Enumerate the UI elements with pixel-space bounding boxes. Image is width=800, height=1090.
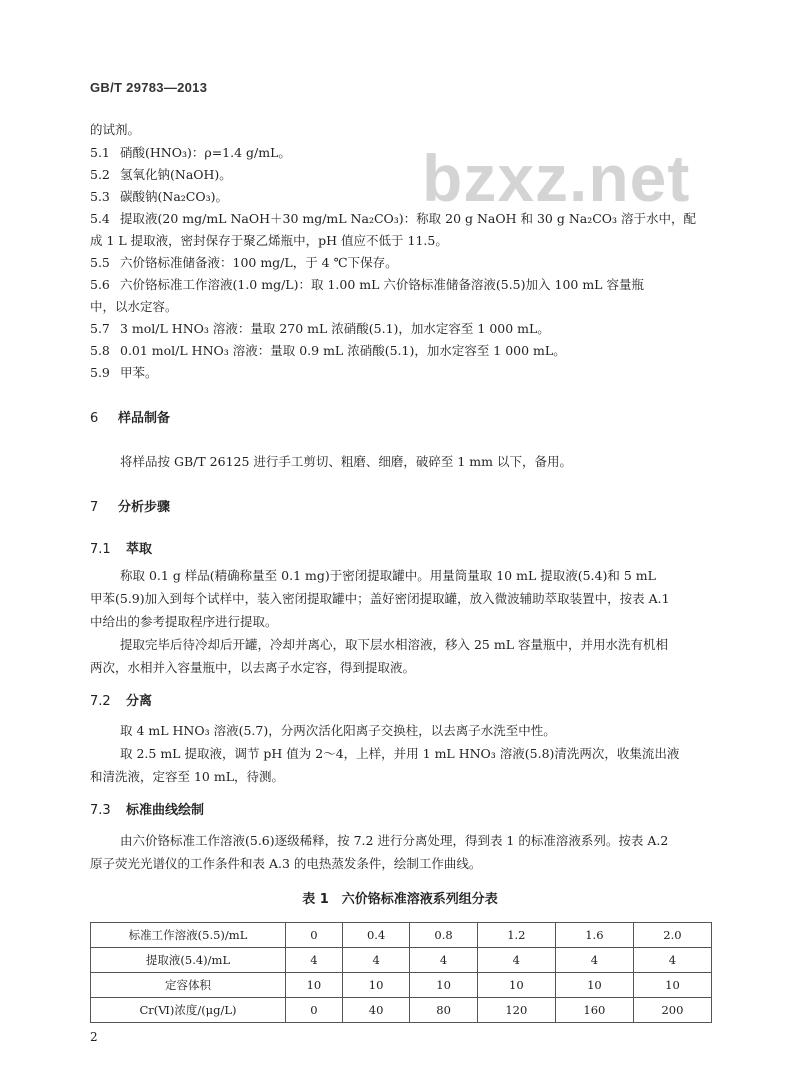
- reagent-item-5-2: [90, 165, 232, 183]
- item-text: 甲苯。: [120, 365, 158, 380]
- paragraph-continued: 中给出的参考提取程序进行提取。: [90, 614, 278, 629]
- table-cell: 4: [286, 948, 343, 973]
- table-cell: 0.8: [410, 923, 477, 948]
- row-label: 提取液(5.4)/mL: [91, 948, 286, 973]
- table-row: [91, 923, 712, 948]
- section-title: 样品制备: [118, 411, 171, 426]
- row-label: Cr(Ⅵ)浓度/(μg/L): [91, 998, 286, 1023]
- paragraph-continued: 和清洗液，定容至 10 mL，待测。: [90, 769, 285, 784]
- table-cell: 4: [410, 948, 477, 973]
- paragraph-continued: 原子荧光光谱仪的工作条件和表 A.3 的电热蒸发条件，绘制工作曲线。: [90, 856, 482, 871]
- table-cell: 40: [342, 998, 409, 1023]
- item-text: 六价铬标准工作溶液(1.0 mg/L)：取 1.00 mL 六价铬标准储备溶液(5.5)加入 100 mL 容量瓶: [120, 277, 644, 292]
- table-cell: 80: [410, 998, 477, 1023]
- item-text: 硝酸(HNO₃)：ρ=1.4 g/mL。: [120, 145, 291, 160]
- item-text: 提取液(20 mg/mL NaOH＋30 mg/mL Na₂CO₃)：称取 20 g NaOH 和 30 g Na₂CO₃ 溶于水中，配: [120, 211, 697, 226]
- table-cell: 10: [555, 973, 633, 998]
- table-row: [91, 998, 712, 1023]
- reagent-item-5-7: [90, 319, 550, 337]
- table-cell: 1.2: [477, 923, 555, 948]
- subsection-number: 7.3: [90, 803, 111, 818]
- item-text: 氢氧化钠(NaOH)。: [120, 167, 232, 182]
- subsection-heading-7-3: [90, 799, 204, 818]
- table-cell: 4: [342, 948, 409, 973]
- table-title: 表 1 六价铬标准溶液系列组分表: [302, 892, 498, 907]
- paragraph: 取 4 mL HNO₃ 溶液(5.7)，分两次活化阳离子交换柱，以去离子水洗至中性。: [120, 723, 556, 738]
- reagent-item-5-9: [90, 363, 158, 381]
- item-text: 0.01 mol/L HNO₃ 溶液：量取 0.9 mL 浓硝酸(5.1)，加水定容至 1 000 mL。: [120, 343, 566, 358]
- reagent-item-5-6-continued: 中，以水定容。: [90, 299, 178, 314]
- reagent-item-5-3: [90, 187, 228, 205]
- item-number: 5.7: [90, 321, 110, 336]
- reagent-item-5-8: [90, 341, 566, 359]
- reagent-item-5-1: [90, 143, 291, 161]
- table-row: [91, 973, 712, 998]
- item-number: 5.4: [90, 211, 110, 226]
- table-cell: 160: [555, 998, 633, 1023]
- subsection-title: 标准曲线绘制: [126, 803, 205, 818]
- paragraph: 取 2.5 mL 提取液，调节 pH 值为 2～4，上样，并用 1 mL HNO₃ 溶液(5.8)清洗两次，收集流出液: [120, 746, 680, 761]
- table-cell: 120: [477, 998, 555, 1023]
- table-cell: 10: [410, 973, 477, 998]
- item-number: 5.5: [90, 255, 110, 270]
- paragraph-continued: 甲苯(5.9)加入到每个试样中，装入密闭提取罐中；盖好密闭提取罐，放入微波辅助萃取装置中，按表 A.1: [90, 591, 670, 606]
- item-text: 六价铬标准储备液：100 mg/L，于 4 ℃下保存。: [120, 255, 398, 270]
- table-cell: 10: [286, 973, 343, 998]
- table-cell: 0: [286, 998, 343, 1023]
- continuation-text: 的试剂。: [90, 122, 141, 137]
- document-header: GB/T 29783—2013: [90, 80, 208, 95]
- subsection-heading-7-2: [90, 690, 152, 709]
- paragraph-continued: 两次，水相并入容量瓶中，以去离子水定容，得到提取液。: [90, 660, 416, 675]
- table-cell: 200: [633, 998, 711, 1023]
- item-text: 3 mol/L HNO₃ 溶液：量取 270 mL 浓硝酸(5.1)，加水定容至 1 000 mL。: [120, 321, 550, 336]
- table-cell: 2.0: [633, 923, 711, 948]
- reagent-item-5-5: [90, 253, 398, 271]
- table-cell: 4: [555, 948, 633, 973]
- row-label: 标准工作溶液(5.5)/mL: [91, 923, 286, 948]
- reagent-item-5-6: [90, 275, 644, 293]
- item-number: 5.2: [90, 167, 110, 182]
- item-number: 5.3: [90, 189, 110, 204]
- subsection-heading-7-1: [90, 538, 152, 557]
- section-title: 分析步骤: [118, 500, 171, 515]
- watermark: bzxz.net: [422, 141, 691, 215]
- page-number: 2: [90, 1030, 98, 1044]
- item-number: 5.1: [90, 145, 110, 160]
- table-cell: 0: [286, 923, 343, 948]
- standard-series-table: [90, 922, 712, 1023]
- table-cell: 4: [477, 948, 555, 973]
- item-text: 碳酸钠(Na₂CO₃)。: [120, 189, 228, 204]
- table-cell: 10: [342, 973, 409, 998]
- item-number: 5.6: [90, 277, 110, 292]
- paragraph: 称取 0.1 g 样品(精确称量至 0.1 mg)于密闭提取罐中。用量筒量取 10 mL 提取液(5.4)和 5 mL: [120, 568, 656, 583]
- subsection-title: 分离: [126, 694, 153, 709]
- reagent-item-5-4-continued: 成 1 L 提取液，密封保存于聚乙烯瓶中，pH 值应不低于 11.5。: [90, 233, 448, 248]
- row-label: 定容体积: [91, 973, 286, 998]
- paragraph: 由六价铬标准工作溶液(5.6)逐级稀释，按 7.2 进行分离处理，得到表 1 的标准溶液系列。按表 A.2: [120, 833, 669, 848]
- section-number: 7: [90, 500, 99, 515]
- section-heading-6: [90, 407, 170, 426]
- table-cell: 0.4: [342, 923, 409, 948]
- reagent-item-5-4: [90, 209, 696, 227]
- subsection-number: 7.1: [90, 542, 111, 557]
- table-cell: 1.6: [555, 923, 633, 948]
- paragraph: 将样品按 GB/T 26125 进行手工剪切、粗磨、细磨，破碎至 1 mm 以下，备用。: [120, 454, 572, 469]
- section-number: 6: [90, 411, 99, 426]
- subsection-title: 萃取: [126, 542, 153, 557]
- table-cell: 10: [477, 973, 555, 998]
- table-cell: 4: [633, 948, 711, 973]
- table-cell: 10: [633, 973, 711, 998]
- section-heading-7: [90, 496, 170, 515]
- table-row: [91, 948, 712, 973]
- item-number: 5.8: [90, 343, 110, 358]
- paragraph: 提取完毕后待冷却后开罐，冷却并离心，取下层水相溶液，移入 25 mL 容量瓶中，并用水洗有机相: [120, 637, 668, 652]
- item-number: 5.9: [90, 365, 110, 380]
- subsection-number: 7.2: [90, 694, 111, 709]
